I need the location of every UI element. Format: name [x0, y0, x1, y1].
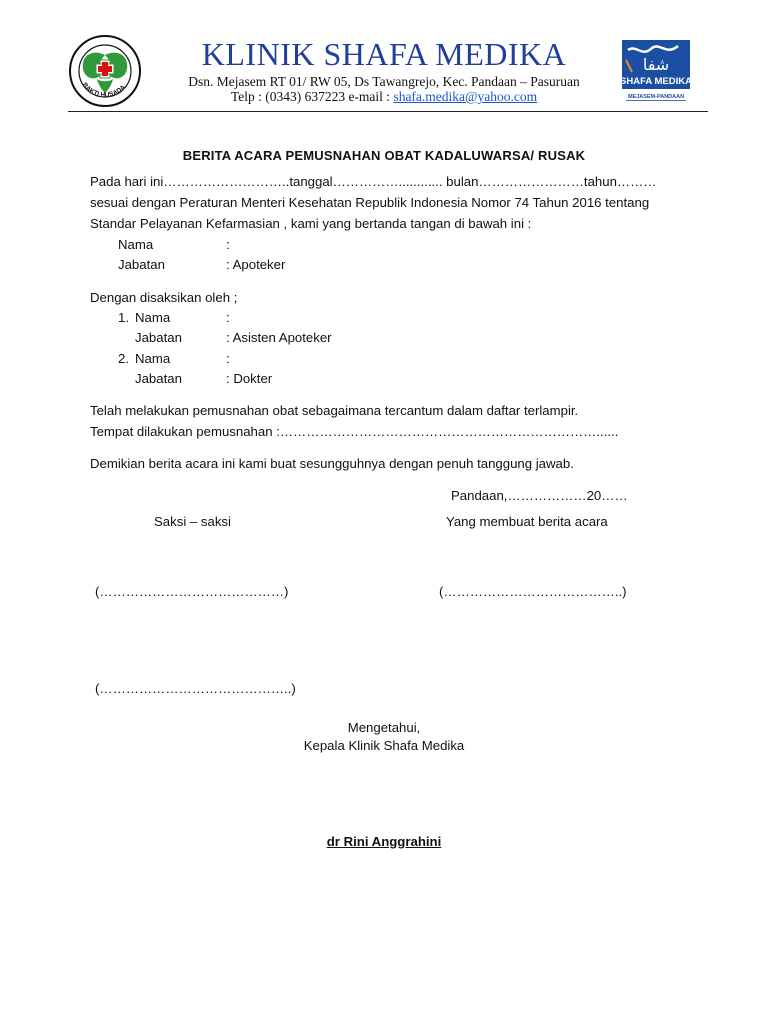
closing-statement: Demikian berita acara ini kami buat sesungguhnya dengan penuh tanggung jawab.: [90, 456, 574, 471]
head-name: dr Rini Anggrahini: [326, 834, 442, 849]
signature-line-witness-1: (……………………………………): [95, 584, 289, 599]
clinic-phone: Telp : (0343) 637223 e-mail :: [230, 89, 394, 104]
shafa-medika-logo: [622, 38, 690, 110]
logo-left-text: BAKTI HUSADA: [80, 81, 127, 99]
logo-right-script: شفا: [642, 55, 670, 74]
signature-line-witness-2: (……………………………………..): [95, 681, 296, 696]
witness-heading: Saksi – saksi: [154, 514, 231, 529]
place-date: Pandaan,………………20……: [451, 488, 628, 503]
field-label-jabatan: Jabatan: [118, 257, 165, 272]
witness-1-name-value: :: [226, 310, 230, 325]
witness-intro: Dengan disaksikan oleh ;: [90, 290, 238, 305]
logo-right-sub: MEJASEM-PANDAAN: [627, 94, 685, 100]
document-title: BERITA ACARA PEMUSNAHAN OBAT KADALUWARSA/ RUSAK: [182, 148, 586, 163]
logo-right-name: SHAFA MEDIKA: [622, 76, 690, 87]
field-value-jabatan: : Apoteker: [226, 257, 286, 272]
head-title: Kepala Klinik Shafa Medika: [303, 738, 465, 753]
clinic-address: Dsn. Mejasem RT 01/ RW 05, Ds Tawangrejo, Kec. Pandaan – Pasuruan: [188, 74, 580, 89]
witness-2-number: 2.: [118, 351, 129, 366]
email-link[interactable]: shafa.medika@yahoo.com: [393, 89, 538, 104]
witness-1-role-label: Jabatan: [135, 330, 182, 345]
statement-1: Telah melakukan pemusnahan obat sebagaimana tercantum dalam daftar terlampir.: [90, 403, 579, 418]
field-value-nama: :: [226, 237, 230, 252]
header-divider: [68, 111, 708, 112]
witness-2-role-value: : Dokter: [226, 371, 273, 386]
shafa-medika-logo-icon: [622, 38, 690, 110]
intro-line-1: Pada hari ini………………………..tanggal……………............ bulan……………………tahun………: [90, 174, 657, 189]
clinic-name: KLINIK SHAFA MEDIKA: [201, 36, 567, 72]
intro-line-2: sesuai dengan Peraturan Menteri Kesehatan Republik Indonesia Nomor 74 Tahun 2016 tentang: [90, 195, 650, 210]
intro-line-3: Standar Pelayanan Kefarmasian , kami yang bertanda tangan di bawah ini :: [90, 216, 532, 231]
statement-2: Tempat dilakukan pemusnahan :………………………………………………………………......: [90, 424, 619, 439]
acknowledge-label: Mengetahui,: [347, 720, 421, 735]
witness-1-number: 1.: [118, 310, 129, 325]
witness-1-role-value: : Asisten Apoteker: [226, 330, 332, 345]
witness-2-name-value: :: [226, 351, 230, 366]
witness-2-name-label: Nama: [135, 351, 171, 366]
maker-heading: Yang membuat berita acara: [446, 514, 608, 529]
signature-line-maker: (…………………………………..): [439, 584, 627, 599]
witness-1-name-label: Nama: [135, 310, 171, 325]
witness-2-role-label: Jabatan: [135, 371, 182, 386]
field-label-nama: Nama: [118, 237, 154, 252]
